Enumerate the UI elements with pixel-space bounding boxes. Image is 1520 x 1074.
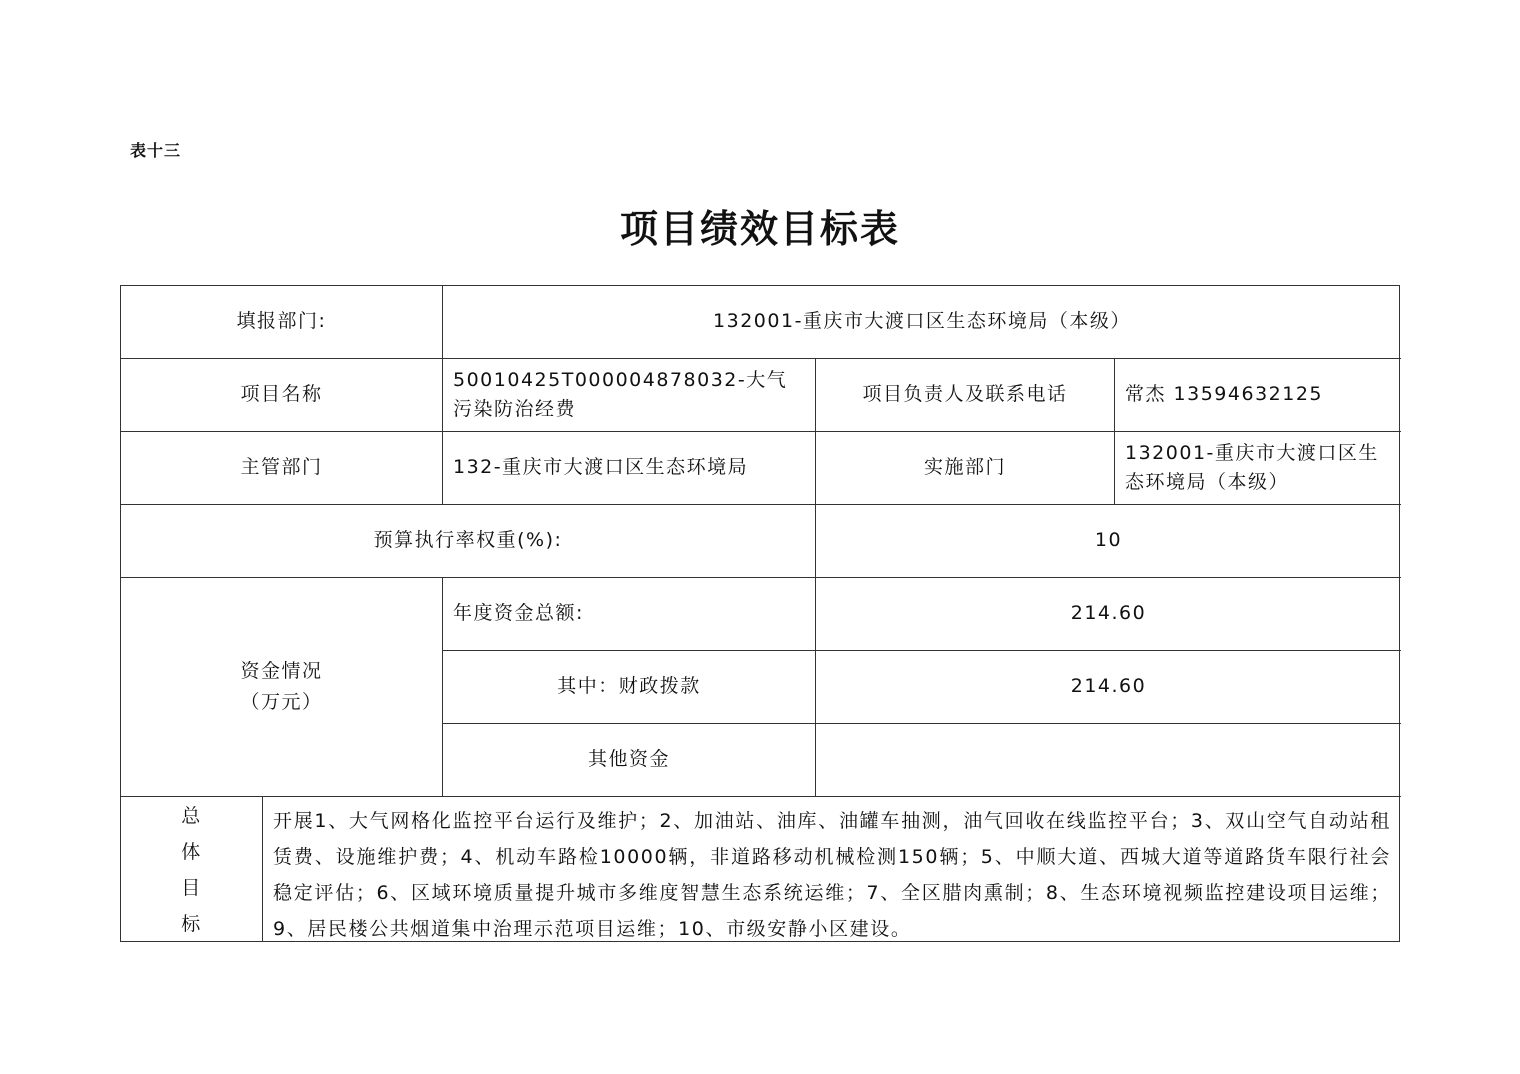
goal-label-char: 体 [181, 841, 202, 863]
funding-label-title: 资金情况 [240, 659, 323, 682]
supervising-dept-label: 主管部门 [240, 456, 323, 479]
table-number-label: 表十三 [130, 141, 182, 160]
budget-weight-label: 预算执行率权重(%): [373, 529, 563, 552]
other-funds-label: 其他资金 [587, 748, 670, 771]
annual-total-label: 年度资金总额: [453, 602, 584, 625]
page-title: 项目绩效目标表 [619, 206, 900, 251]
project-lead-label: 项目负责人及联系电话 [862, 383, 1068, 406]
implementing-dept-label: 实施部门 [923, 456, 1006, 479]
budget-weight-value: 10 [1094, 529, 1123, 552]
goal-label-char: 总 [181, 805, 202, 827]
annual-total-value: 214.60 [1070, 602, 1147, 625]
funding-label [121, 578, 442, 796]
performance-goal-table [120, 285, 1400, 942]
implementing-dept-value: 132001-重庆市大渡口区生态环境局（本级） [1125, 441, 1379, 493]
overall-goal-label [121, 797, 262, 943]
project-name-label: 项目名称 [240, 383, 323, 406]
funding-label-unit: （万元） [240, 691, 323, 713]
fiscal-appropriation-label: 其中：财政拨款 [557, 675, 701, 698]
other-funds-value [816, 724, 1401, 796]
goal-label-char: 标 [181, 913, 202, 935]
reporting-dept-label: 填报部门: [236, 310, 327, 333]
goal-label-char: 目 [181, 877, 202, 899]
reporting-dept-value: 132001-重庆市大渡口区生态环境局（本级） [713, 310, 1131, 333]
fiscal-appropriation-value: 214.60 [1070, 675, 1147, 698]
project-name-value: 50010425T000004878032-大气污染防治经费 [453, 368, 788, 420]
supervising-dept-value: 132-重庆市大渡口区生态环境局 [453, 456, 749, 479]
overall-goal-text: 开展1、大气网格化监控平台运行及维护；2、加油站、油库、油罐车抽测，油气回收在线监控平台；3、双山空气自动站租赁费、设施维护费；4、机动车路检10000辆，非道路移动机械检测150辆；5、中顺大道、西城大道等道路货车限行社会稳定评估；6、区域环境质量提升城市多维度智慧生态系统运维；7、全区腊肉熏制；8、生态环境视频监控建设项目运维；9、居民楼公共烟道集中治理示范项目运维；10、市级安静小区建设。 [273, 810, 1391, 940]
project-lead-value: 常杰 13594632125 [1125, 383, 1324, 406]
